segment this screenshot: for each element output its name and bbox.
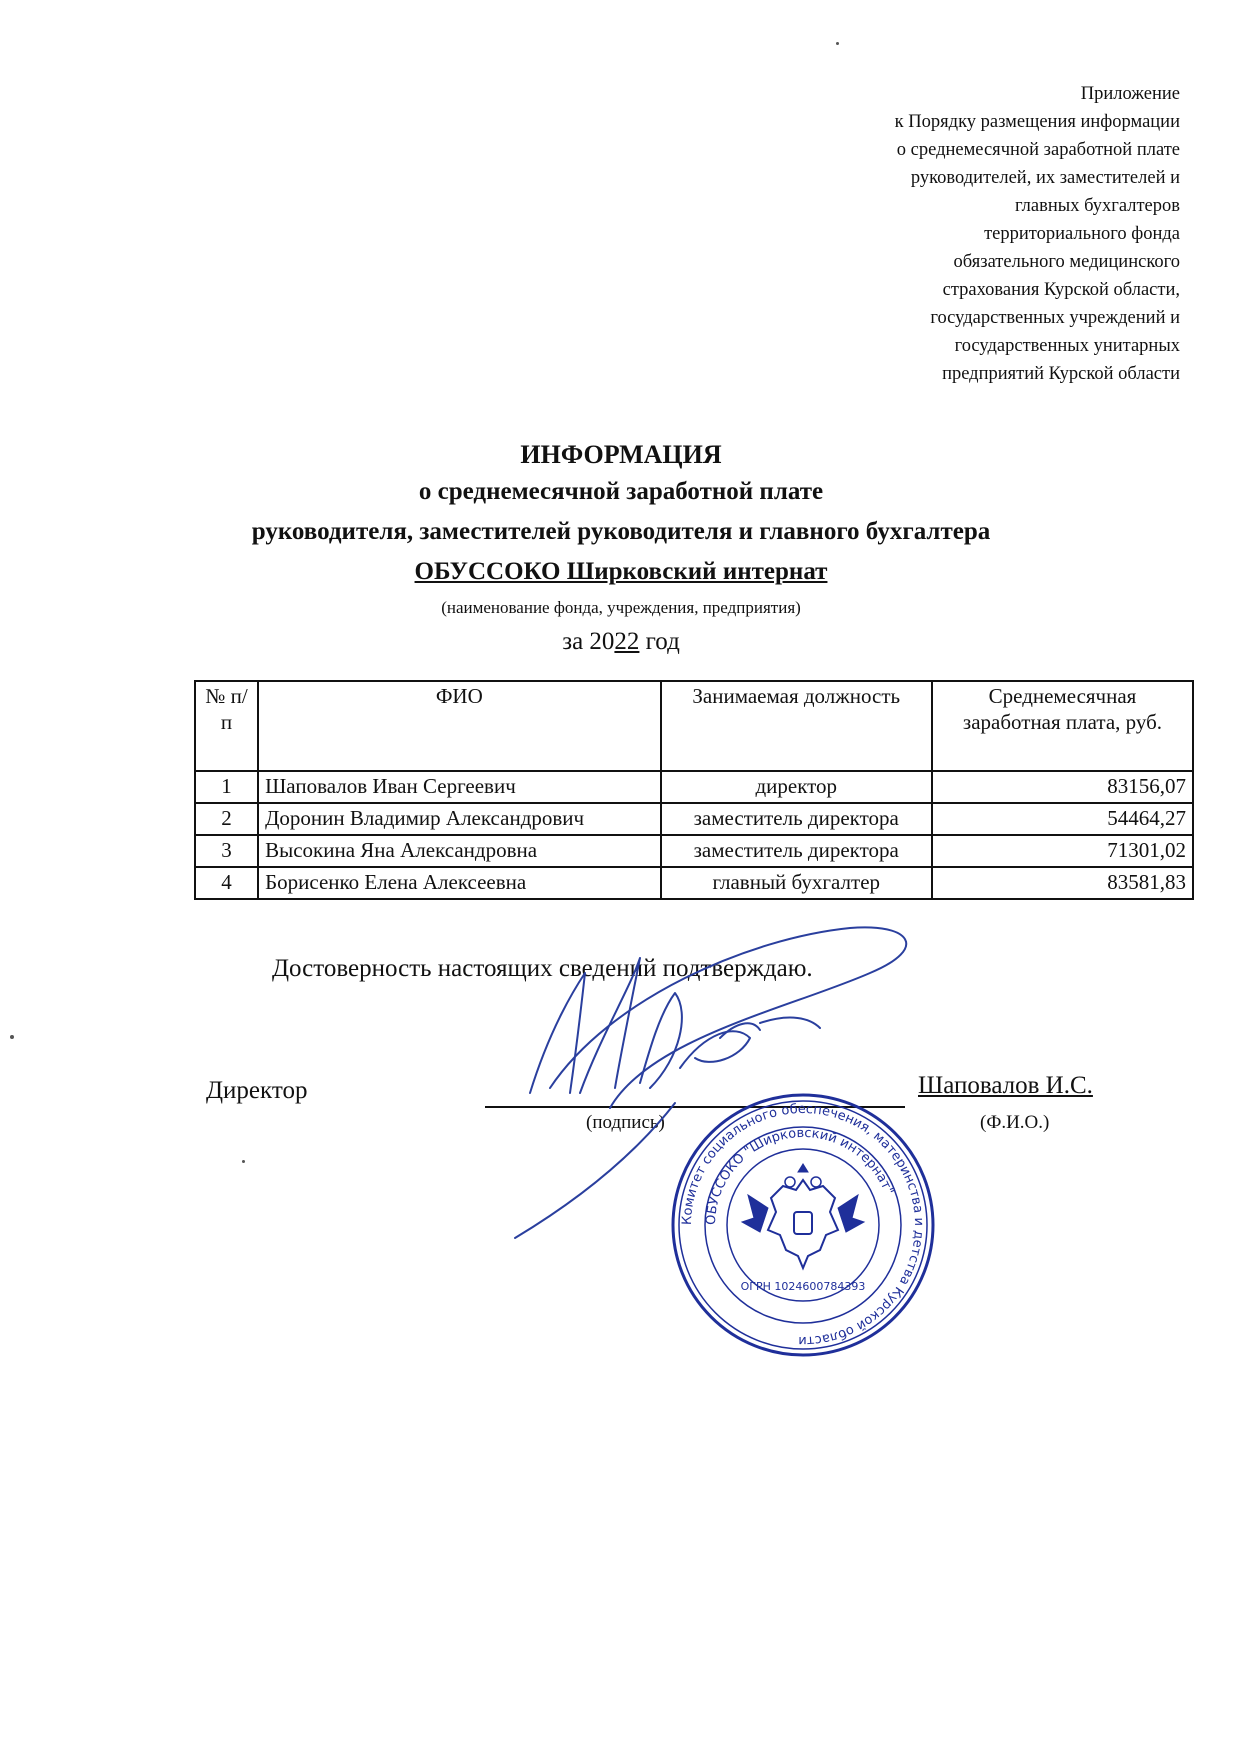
seal-inner-text: ОБУССОКО "Ширковский интернат" — [703, 1125, 897, 1226]
period-prefix: за 20 — [562, 628, 615, 655]
seal-ogrn: ОГРН 1024600784393 — [740, 1280, 866, 1293]
table-row — [195, 835, 1193, 867]
row-salary: 83581,83 — [932, 867, 1193, 899]
period-line — [0, 628, 1242, 656]
row-salary: 71301,02 — [932, 835, 1193, 867]
period-year: 22 — [614, 628, 640, 655]
appendix-block — [780, 80, 1180, 388]
column-header-name: ФИО — [258, 681, 660, 771]
row-number: 2 — [195, 803, 258, 835]
document-subtitle-positions: руководителя, заместителей руководителя и главного бухгалтера — [251, 518, 991, 545]
scan-speck — [10, 1035, 14, 1039]
period-suffix: год — [639, 628, 680, 655]
row-position: заместитель директора — [661, 803, 932, 835]
row-position: главный бухгалтер — [661, 867, 932, 899]
appendix-line: предприятий Курской области — [942, 364, 1180, 384]
table-row — [195, 803, 1193, 835]
appendix-line: главных бухгалтеров — [1015, 196, 1180, 216]
row-name: Доронин Владимир Александрович — [258, 803, 660, 835]
table-header-row — [195, 681, 1193, 771]
signature-caption: (подпись) — [586, 1112, 665, 1133]
appendix-line: к Порядку размещения информации — [894, 112, 1180, 132]
confirmation-text: Достоверность настоящих сведений подтверждаю. — [272, 955, 813, 982]
appendix-line: государственных учреждений и — [930, 308, 1180, 328]
organization-caption: (наименование фонда, учреждения, предприятия) — [441, 598, 801, 617]
appendix-line: страхования Курской области, — [942, 280, 1180, 300]
salary-table — [194, 680, 1194, 900]
official-seal — [668, 1090, 938, 1360]
column-header-salary: Среднемесячная заработная плата, руб. — [932, 681, 1193, 771]
organization-name-line — [0, 558, 1242, 586]
row-name: Высокина Яна Александровна — [258, 835, 660, 867]
row-salary: 54464,27 — [932, 803, 1193, 835]
scan-speck — [836, 42, 839, 45]
row-salary: 83156,07 — [932, 771, 1193, 803]
appendix-line: руководителей, их заместителей и — [910, 168, 1180, 188]
signatory-fio: Шаповалов И.С. — [918, 1072, 1093, 1099]
table-row — [195, 867, 1193, 899]
appendix-line: Приложение — [1080, 84, 1180, 104]
document-subtitle: о среднемесячной заработной плате — [418, 478, 824, 505]
signatory-role: Директор — [206, 1077, 308, 1104]
column-header-number: № п/п — [195, 681, 258, 771]
scan-speck — [242, 1160, 245, 1163]
coat-of-arms-icon — [742, 1164, 864, 1268]
seal-outer-text: Комитет социального обеспечения, материнства и детства Курской области — [679, 1101, 927, 1349]
row-number: 1 — [195, 771, 258, 803]
organization-name: ОБУССОКО Ширковский интернат — [414, 558, 828, 585]
appendix-line: государственных унитарных — [954, 336, 1180, 356]
row-position: директор — [661, 771, 932, 803]
column-header-position: Занимаемая должность — [661, 681, 932, 771]
fio-caption: (Ф.И.О.) — [980, 1112, 1050, 1133]
appendix-line: территориального фонда — [984, 224, 1180, 244]
table-row — [195, 771, 1193, 803]
appendix-line: обязательного медицинского — [953, 252, 1180, 272]
row-number: 3 — [195, 835, 258, 867]
document-title: ИНФОРМАЦИЯ — [520, 440, 722, 469]
row-number: 4 — [195, 867, 258, 899]
row-position: заместитель директора — [661, 835, 932, 867]
row-name: Шаповалов Иван Сергеевич — [258, 771, 660, 803]
row-name: Борисенко Елена Алексеевна — [258, 867, 660, 899]
appendix-line: о среднемесячной заработной плате — [896, 140, 1180, 160]
